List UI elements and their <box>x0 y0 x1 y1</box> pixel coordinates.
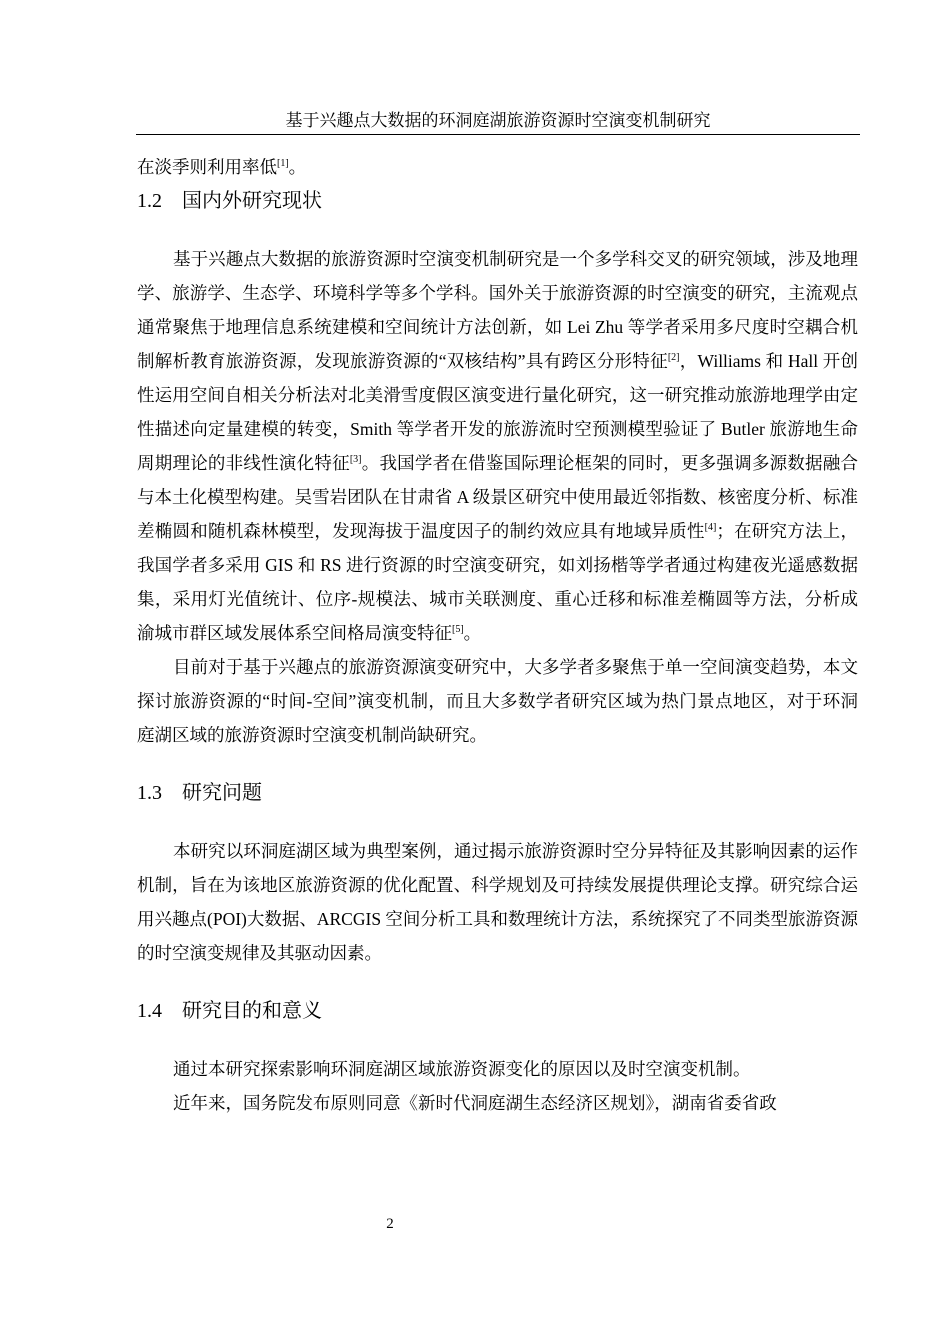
header-rule <box>136 134 860 135</box>
citation-marker[interactable]: [4] <box>704 522 717 533</box>
citation-marker[interactable]: [2] <box>667 352 680 363</box>
section-title: 研究目的和意义 <box>182 1000 322 1022</box>
citation-marker[interactable]: [3] <box>349 454 362 465</box>
paragraph: 通过本研究探索影响环洞庭湖区域旅游资源变化的原因以及时空演变机制。 <box>173 1059 751 1079</box>
citation-marker[interactable]: [1] <box>277 158 289 169</box>
section-number: 1.4 <box>137 1000 162 1022</box>
paragraph: 基于兴趣点大数据的旅游资源时空演变机制研究是一个多学科交叉的研究领域，涉及地理学、旅游学、生态学、环境科学等多个学科。国外关于旅游资源的时空演变的研究，主流观点通常聚焦于地理信息系统建模和空间统计方法创新，如 Lei Zhu 等学者采用多尺度时空耦合机制解析教育旅游资源，发现旅游资源的“双核结构”具有跨区分形特征[2]，Williams 和 Hall 开创性运用空间自相关分析法对北美滑雪度假区演变进行量化研究，这一研究推动旅游地理学由定性描述向定量建模的转变，Smith 等学者开发的旅游流时空预测模型验证了 Butler 旅游地生命周期理论的非线性演化特征[3]。我国学者在借鉴国际理论框架的同时，更多强调多源数据融合与本土化模型构建。吴雪岩团队在甘肃省 A 级景区研究中使用最近邻指数、核密度分析、标准差椭圆和随机森林模型，发现海拔于温度因子的制约效应具有地域异质性[4]；在研究方法上，我国学者多采用 GIS 和 RS 进行资源的时空演变研究，如刘扬楷等学者通过构建夜光遥感数据集，采用灯光值统计、位序-规模法、城市关联测度、重心迁移和标准差椭圆等方法，分析成渝城市群区域发展体系空间格局演变特征[5]。 <box>137 249 859 643</box>
section-number: 1.2 <box>137 190 162 212</box>
section-number: 1.3 <box>137 782 162 804</box>
page-number: 2 <box>386 1216 394 1232</box>
citation-marker[interactable]: [5] <box>452 624 464 635</box>
section-heading-1-4 <box>137 994 858 1028</box>
section-heading-1-2 <box>137 184 858 218</box>
continuation-paragraph: 在淡季则利用率低[1]。 <box>137 157 307 177</box>
section-title: 研究问题 <box>182 782 262 804</box>
section-heading-1-3 <box>137 776 858 810</box>
section-title: 国内外研究现状 <box>182 190 322 212</box>
body-text <box>137 150 858 1120</box>
running-header: 基于兴趣点大数据的环洞庭湖旅游资源时空演变机制研究 <box>285 111 711 130</box>
paragraph: 目前对于基于兴趣点的旅游资源演变研究中，大多学者多聚焦于单一空间演变趋势，本文探讨旅游资源的“时间-空间”演变机制，而且大多数学者研究区域为热门景点地区，对于环洞庭湖区域的旅游资源时空演变机制尚缺研究。 <box>137 657 858 745</box>
paragraph: 近年来，国务院发布原则同意《新时代洞庭湖生态经济区规划》，湖南省委省政 <box>173 1093 777 1113</box>
paragraph: 本研究以环洞庭湖区域为典型案例，通过揭示旅游资源时空分异特征及其影响因素的运作机制，旨在为该地区旅游资源的优化配置、科学规划及可持续发展提供理论支撑。研究综合运用兴趣点(POI)大数据、ARCGIS 空间分析工具和数理统计方法，系统探究了不同类型旅游资源的时空演变规律及其驱动因素。 <box>137 841 858 963</box>
